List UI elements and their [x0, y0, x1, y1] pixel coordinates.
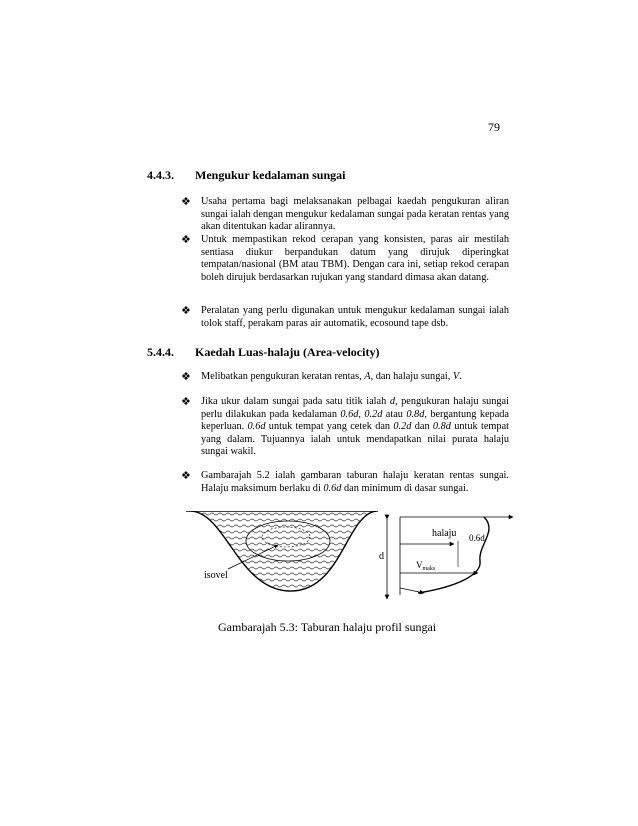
bullet-item: [181, 470, 509, 495]
page-number: 79: [488, 120, 500, 134]
diamond-bullet-icon: ❖: [181, 233, 191, 246]
vmax-label: $V_{maks}$: [416, 560, 436, 572]
river-water: [186, 511, 386, 601]
diamond-bullet-icon: ❖: [181, 195, 191, 208]
label-0-6d: 0.6d: [469, 533, 485, 543]
section-number: 5.4.4.: [147, 345, 174, 359]
figure-caption: Gambarajah 5.3: Taburan halaju profil sungai: [218, 620, 437, 634]
halaju-label: halaju: [432, 528, 457, 539]
section-number: 4.4.3.: [147, 168, 174, 182]
bullet-text: Usaha pertama bagi melaksanakan pelbagai kaedah pengukuran aliran sungai ialah dengan mengukur kedalaman sungai pada keratan rentas yang akan ditentukan kadar alirannya.: [201, 196, 509, 233]
diamond-bullet-icon: ❖: [181, 370, 191, 383]
isovel-label: isovel: [204, 570, 228, 581]
bullet-text: Melibatkan pengukuran keratan rentas, A, dan halaju sungai, V.: [201, 371, 462, 382]
depth-label: d: [379, 551, 384, 562]
bullet-item: [181, 396, 509, 459]
diamond-bullet-icon: ❖: [181, 304, 191, 317]
diamond-bullet-icon: ❖: [181, 469, 191, 482]
diamond-bullet-icon: ❖: [181, 395, 191, 408]
bullet-item: [181, 371, 509, 384]
section-heading-5-4-4: [147, 345, 379, 360]
section-title: Kaedah Luas-halaju (Area-velocity): [195, 345, 380, 359]
bullet-text: Jika ukur dalam sungai pada satu titik ialah d, pengukuran halaju sungai perlu dilakukan pada kedalaman 0.6d, 0.2d atau 0.8d, bergantung kepada keperluan. 0.6d untuk tempat yang cetek dan 0.2d dan 0.8d untuk tempat yang dalam. Tujuannya ialah untuk mendapatkan nilai purata halaju sungai wakil.: [201, 396, 509, 458]
bullet-item: [181, 234, 509, 284]
bullet-text: Gambarajah 5.2 ialah gambaran taburan halaju keratan rentas sungai. Halaju maksimum berlaku di 0.6d dan minimum di dasar sungai.: [201, 470, 509, 494]
river-velocity-diagram: [186, 511, 516, 601]
river-velocity-figure: [186, 511, 516, 606]
velocity-arrow-bottom: [400, 588, 424, 593]
bullet-item: [181, 196, 509, 234]
bullet-text: Peralatan yang perlu digunakan untuk mengukur kedalaman sungai ialah tolok staff, perakam paras air automatik, ecosound tape dsb.: [201, 305, 509, 329]
bullet-text: Untuk mempastikan rekod cerapan yang konsisten, paras air mestilah sentiasa diukur berpandukan datum yang dirujuk diperingkat tempatan/nasional (BM atau TBM). Dengan cara ini, setiap rekod cerapan boleh dirujuk berdasarkan rujukan yang standard dimasa akan datang.: [201, 234, 509, 283]
section-heading-4-4-3: [147, 168, 346, 183]
bullet-item: [181, 305, 509, 330]
section-title: Mengukur kedalaman sungai: [195, 168, 346, 182]
